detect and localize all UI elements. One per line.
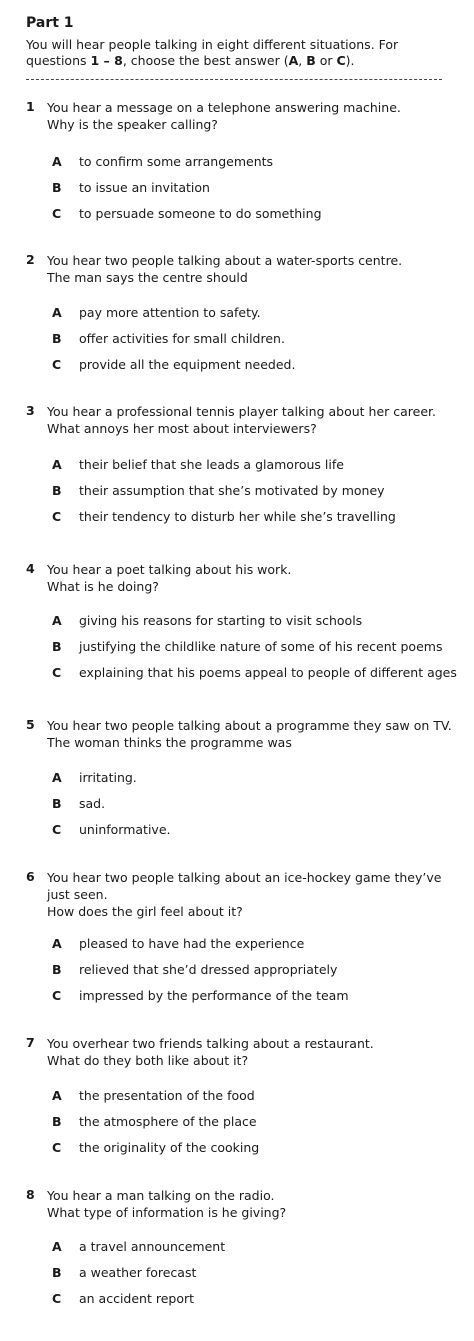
option-letter: C (52, 1291, 62, 1306)
question-stem-line: What annoys her most about interviewers? (47, 421, 317, 436)
option-text: a weather forecast (79, 1265, 197, 1280)
option-text: the atmosphere of the place (79, 1114, 257, 1129)
answer-option (26, 1239, 456, 1257)
answer-letter-b: B (306, 53, 316, 68)
option-letter: B (52, 331, 62, 346)
option-text: their tendency to disturb her while she’s travelling (79, 509, 396, 524)
instructions-comma: , (298, 53, 307, 68)
option-letter: A (52, 770, 62, 785)
option-text: the originality of the cooking (79, 1140, 260, 1155)
instructions-text-2: , choose the best answer ( (122, 53, 289, 68)
option-letter: C (52, 206, 62, 221)
question-stem (47, 1187, 457, 1221)
question-number: 2 (26, 252, 35, 267)
question-stem-line: Why is the speaker calling? (47, 117, 218, 132)
question-stem-line: You overhear two friends talking about a restaurant. (47, 1036, 374, 1051)
option-letter: B (52, 639, 62, 654)
answer-option (26, 1088, 456, 1106)
option-text: giving his reasons for starting to visit schools (79, 613, 363, 628)
answer-option (26, 665, 456, 683)
question-stem-line: You hear two people talking about an ice-hockey game they’ve (47, 870, 442, 885)
answer-option (26, 988, 456, 1006)
option-letter: A (52, 1088, 62, 1103)
part-title: Part 1 (26, 15, 74, 31)
answer-option (26, 357, 456, 375)
question-stem-line: just seen. (47, 887, 108, 902)
question-number: 5 (26, 717, 35, 732)
divider-line (26, 79, 442, 80)
question-range: 1 – 8 (90, 53, 123, 68)
option-letter: A (52, 613, 62, 628)
question-stem-line: You hear two people talking about a water-sports centre. (47, 253, 403, 268)
answer-option (26, 613, 456, 631)
answer-option (26, 936, 456, 954)
answer-option (26, 822, 456, 840)
question-stem (47, 561, 457, 595)
answer-letter-c: C (336, 53, 346, 68)
instructions-text: You will hear people talking in eight different situations. For questions (26, 37, 399, 68)
option-text: provide all the equipment needed. (79, 357, 296, 372)
question-stem (47, 717, 457, 751)
question-stem (47, 252, 457, 286)
instructions (26, 37, 456, 69)
option-text: uninformative. (79, 822, 171, 837)
option-text: relieved that she’d dressed appropriately (79, 962, 338, 977)
question-stem-line: How does the girl feel about it? (47, 904, 243, 919)
question-stem-line: You hear two people talking about a programme they saw on TV. (47, 718, 452, 733)
option-text: their belief that she leads a glamorous life (79, 457, 344, 472)
question-number: 1 (26, 99, 35, 114)
question-number: 6 (26, 869, 35, 884)
question-stem (47, 1035, 457, 1069)
option-letter: C (52, 988, 62, 1003)
option-text: explaining that his poems appeal to people of different ages (79, 665, 457, 680)
answer-option (26, 154, 456, 172)
question-stem (47, 99, 457, 133)
option-letter: C (52, 1140, 62, 1155)
answer-option (26, 1140, 456, 1158)
question-stem-line: You hear a professional tennis player talking about her career. (47, 404, 436, 419)
option-text: to confirm some arrangements (79, 154, 274, 169)
option-text: an accident report (79, 1291, 195, 1306)
option-letter: B (52, 962, 62, 977)
question-stem-line: You hear a poet talking about his work. (47, 562, 292, 577)
answer-option (26, 509, 456, 527)
option-letter: C (52, 665, 62, 680)
option-letter: C (52, 357, 62, 372)
question-stem-line: You hear a message on a telephone answering machine. (47, 100, 401, 115)
answer-option (26, 180, 456, 198)
question-stem-line: What do they both like about it? (47, 1053, 249, 1068)
option-letter: B (52, 483, 62, 498)
option-text: the presentation of the food (79, 1088, 255, 1103)
answer-option (26, 639, 456, 657)
answer-option (26, 796, 456, 814)
option-letter: B (52, 1265, 62, 1280)
option-text: to issue an invitation (79, 180, 210, 195)
question-stem-line: You hear a man talking on the radio. (47, 1188, 275, 1203)
answer-option (26, 1291, 456, 1309)
option-letter: A (52, 305, 62, 320)
option-text: sad. (79, 796, 106, 811)
option-letter: A (52, 154, 62, 169)
answer-option (26, 457, 456, 475)
option-text: their assumption that she’s motivated by money (79, 483, 385, 498)
answer-option (26, 483, 456, 501)
question-number: 4 (26, 561, 35, 576)
answer-option (26, 206, 456, 224)
instructions-end: ). (345, 53, 355, 68)
option-text: a travel announcement (79, 1239, 226, 1254)
question-stem-line: The woman thinks the programme was (47, 735, 292, 750)
option-text: pleased to have had the experience (79, 936, 305, 951)
option-letter: A (52, 1239, 62, 1254)
answer-option (26, 962, 456, 980)
option-letter: B (52, 1114, 62, 1129)
option-letter: A (52, 457, 62, 472)
option-text: justifying the childlike nature of some of his recent poems (79, 639, 443, 654)
answer-option (26, 770, 456, 788)
option-letter: C (52, 509, 62, 524)
option-letter: B (52, 796, 62, 811)
question-stem-line: What is he doing? (47, 579, 159, 594)
question-stem-line: The man says the centre should (47, 270, 248, 285)
answer-option (26, 331, 456, 349)
question-number: 8 (26, 1187, 35, 1202)
option-letter: C (52, 822, 62, 837)
option-text: pay more attention to safety. (79, 305, 261, 320)
option-letter: B (52, 180, 62, 195)
answer-option (26, 1265, 456, 1283)
instructions-or: or (315, 53, 337, 68)
option-text: irritating. (79, 770, 137, 785)
option-text: impressed by the performance of the team (79, 988, 349, 1003)
option-text: to persuade someone to do something (79, 206, 322, 221)
answer-option (26, 1114, 456, 1132)
question-stem (47, 403, 457, 437)
option-letter: A (52, 936, 62, 951)
question-stem-line: What type of information is he giving? (47, 1205, 287, 1220)
question-number: 7 (26, 1035, 35, 1050)
question-number: 3 (26, 403, 35, 418)
option-text: offer activities for small children. (79, 331, 285, 346)
answer-option (26, 305, 456, 323)
question-stem (47, 869, 457, 920)
answer-letter-a: A (288, 53, 299, 68)
